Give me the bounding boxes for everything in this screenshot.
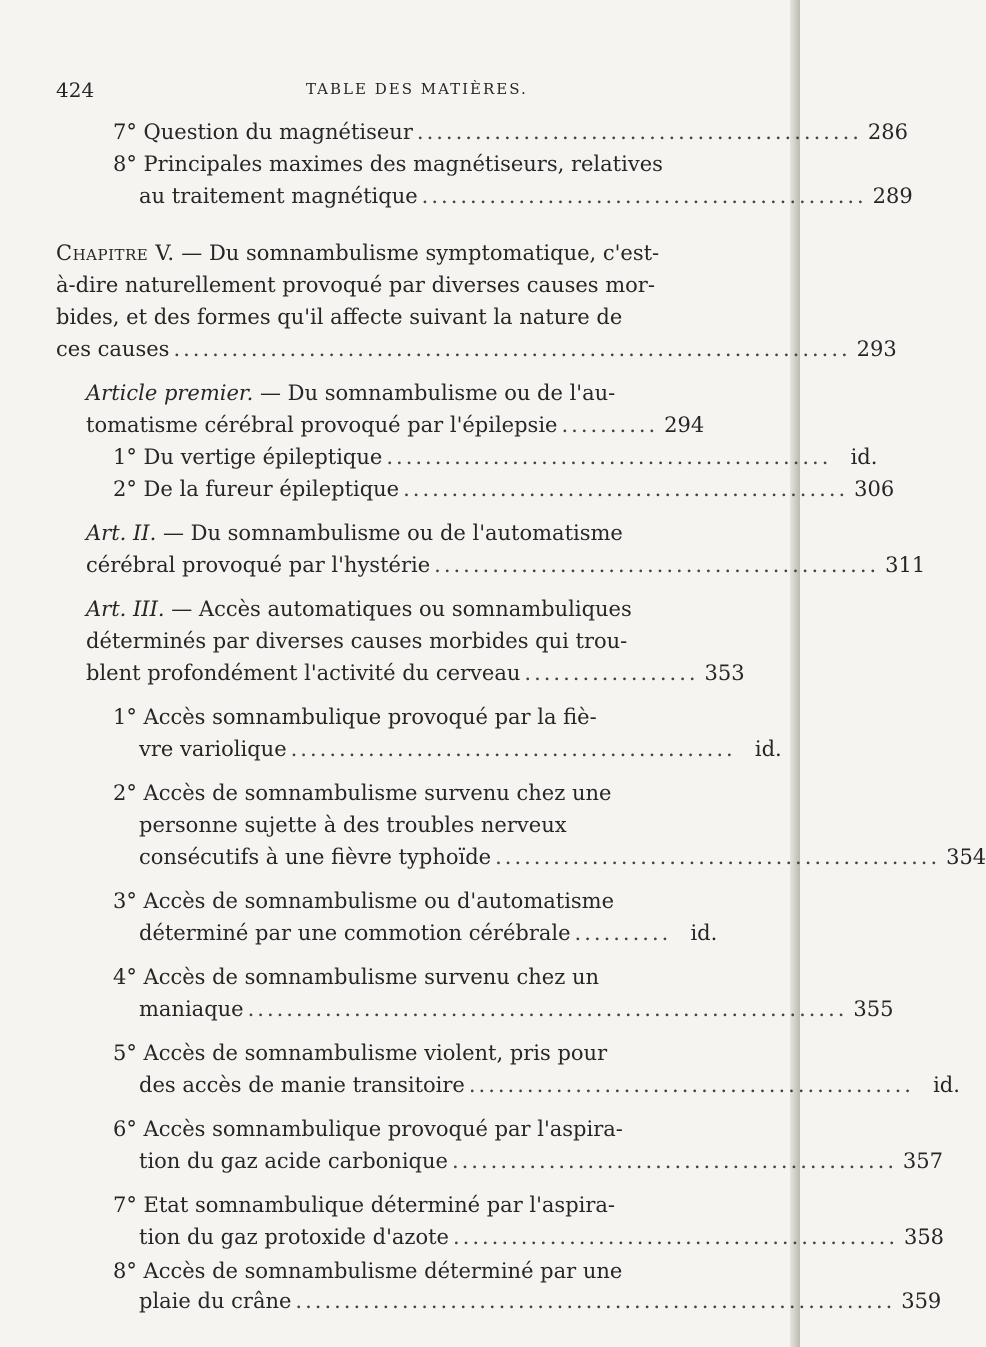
toc-entry: 2° De la fureur épileptique .............................................. 306 — [113, 474, 695, 504]
page-ref: id. — [850, 445, 878, 469]
toc-line: 7° Etat somnambulique déterminé par l'aspira- — [113, 1193, 616, 1217]
page-ref: 293 — [856, 337, 897, 361]
toc-line: 3° Accès de somnambulisme ou d'automatisme — [113, 889, 615, 913]
page-ref: 357 — [902, 1149, 944, 1173]
toc-line: 4° Accès de somnambulisme survenu chez un — [113, 965, 599, 989]
toc-entry: 1° Du vertige épileptique .............................................. id. — [113, 442, 695, 472]
chapter-heading: Chapitre V. — Du somnambulisme symptomatique, c'est- — [56, 241, 660, 265]
toc-entry: tion du gaz protoxide d'azote .............................................. 358 — [139, 1222, 695, 1252]
toc-line: déterminés par diverses causes morbides qui trou- — [86, 629, 628, 653]
page-ref: 306 — [854, 477, 895, 501]
running-title: TABLE DES MATIÈRES. — [306, 80, 528, 98]
page-ref: 354 — [946, 845, 986, 869]
running-header — [56, 78, 696, 108]
toc-entry: tomatisme cérébral provoqué par l'épilepsie .......... 294 — [86, 410, 695, 440]
page-ref: 294 — [664, 413, 705, 437]
toc-line: 2° Accès de somnambulisme survenu chez une — [113, 781, 612, 805]
toc-line: à-dire naturellement provoqué par diverses causes mor- — [56, 273, 655, 297]
toc-entry: déterminé par une commotion cérébrale .......... id. — [139, 918, 695, 948]
toc-entry: des accès de manie transitoire .............................................. id. — [139, 1070, 695, 1100]
toc-entry: consécutifs à une fièvre typhoïde .............................................. 354 — [139, 842, 695, 872]
page-number: 424 — [56, 78, 95, 102]
page-ref: 286 — [867, 120, 908, 144]
toc-line: 6° Accès somnambulique provoqué par l'aspira- — [113, 1117, 623, 1141]
toc-line: personne sujette à des troubles nerveux — [139, 813, 567, 837]
toc-entry: 7° Question du magnétiseur .............................................. 286 — [113, 117, 695, 147]
toc-line: bides, et des formes qu'il affecte suivant la nature de — [56, 305, 623, 329]
toc-entry: au traitement magnétique .............................................. 289 — [139, 181, 695, 211]
page-ref: 358 — [903, 1225, 945, 1249]
toc-entry: ces causes ...................................................................... 293 — [56, 334, 695, 364]
toc-line: 8° Principales maximes des magnétiseurs, relatives — [113, 152, 663, 176]
toc-entry: cérébral provoqué par l'hystérie .............................................. 311 — [86, 550, 695, 580]
page-ref: 359 — [901, 1289, 942, 1313]
page-ref: id. — [754, 737, 782, 761]
toc-entry: tion du gaz acide carbonique .............................................. 357 — [139, 1146, 695, 1176]
article-heading: Art. II. — Du somnambulisme ou de l'automatisme — [86, 521, 623, 545]
toc-entry: plaie du crâne .............................................................. 359 — [139, 1286, 695, 1316]
page-ref: id. — [933, 1073, 960, 1097]
toc-line: 5° Accès de somnambulisme violent, pris pour — [113, 1041, 608, 1065]
page-ref: 289 — [872, 184, 913, 208]
toc-entry: blent profondément l'activité du cerveau .................. 353 — [86, 658, 695, 688]
page-ref: 355 — [853, 997, 894, 1021]
page-ref: 311 — [885, 553, 926, 577]
toc-line: 8° Accès de somnambulisme déterminé par une — [113, 1259, 623, 1283]
article-heading: Art. III. — Accès automatiques ou somnambuliques — [86, 597, 632, 621]
toc-entry: vre variolique .............................................. id. — [139, 734, 695, 764]
toc-entry: maniaque .............................................................. 355 — [139, 994, 695, 1024]
page-ref: 353 — [704, 661, 745, 685]
page-ref: id. — [690, 921, 718, 945]
article-heading: Article premier. — Du somnambulisme ou de l'au- — [86, 381, 616, 405]
toc-line: 1° Accès somnambulique provoqué par la fiè- — [113, 705, 597, 729]
